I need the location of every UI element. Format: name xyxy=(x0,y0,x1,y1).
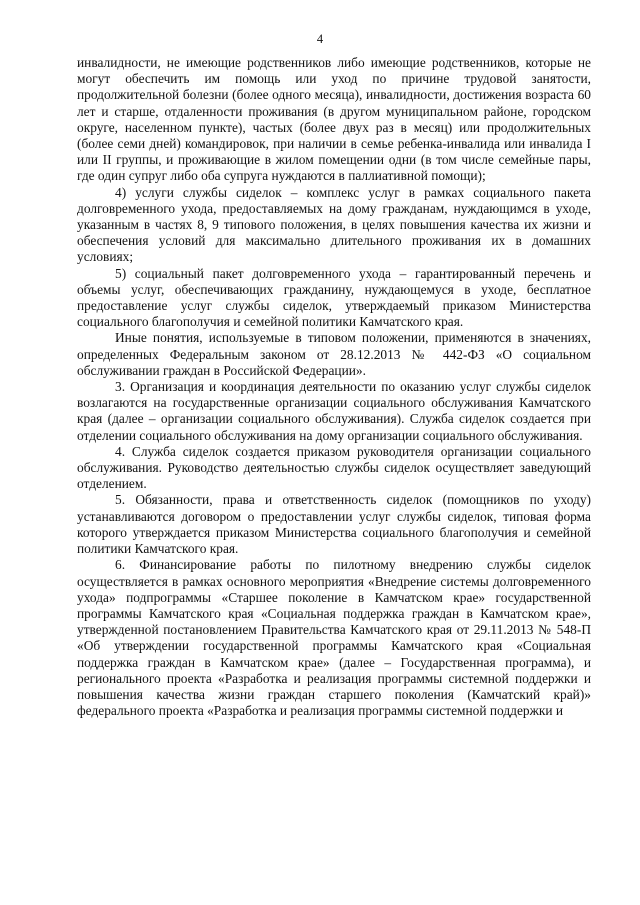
paragraph-item-5: 5) социальный пакет долговременного ухода – гарантированный перечень и объемы услуг, обеспечивающих гражданину, нуждающемуся в уходе, бесплатное предоставление услуг службы сиделок, утверждаемый приказом Министерства социального благополучия и семейной политики Камчатского края. xyxy=(77,265,591,330)
paragraph-section-4: 4. Служба сиделок создается приказом руководителя организации социального обслуживания. Руководство деятельностью службы сиделок осуществляет заведующий отделением. xyxy=(77,443,591,492)
paragraph-item-4: 4) услуги службы сиделок – комплекс услуг в рамках социального пакета долговременного ухода, предоставляемых на дому гражданам, нуждающимся в уходе, указанным в частях 8, 9 типового положения, в целях повышения качества их жизни и обеспечения условий для максимально длительного проживания их в домашних условиях; xyxy=(77,184,591,265)
paragraph-other-terms: Иные понятия, используемые в типовом положении, применяются в значениях, определенных Федеральным законом от 28.12.2013 № 442-ФЗ «О социальном обслуживании граждан в Российской Федерации». xyxy=(77,330,591,378)
paragraph-section-5: 5. Обязанности, права и ответственность сиделок (помощников по уходу) устанавливаются договором о предоставлении услуг службы сиделок, типовая форма которого утверждается приказом Министерства социального благополучия и семейной политики Камчатского края. xyxy=(77,492,591,557)
document-body xyxy=(77,55,591,719)
paragraph-section-6: 6. Финансирование работы по пилотному внедрению службы сиделок осуществляется в рамках основного мероприятия «Внедрение системы долговременного ухода» подпрограммы «Старшее поколение в Камчатском крае» государственной программы Камчатского края «Социальная поддержка граждан в Камчатском крае», утвержденной постановлением Правительства Камчатского края от 29.11.2013 № 548-П «Об утверждении государственной программы Камчатского края «Социальная поддержка граждан в Камчатском крае» (далее – Государственная программа), и регионального проекта «Разработка и реализация программы системной поддержки и повышения качества жизни граждан старшего поколения (Камчатский край)» федерального проекта «Разработка и реализация программы системной поддержки и xyxy=(77,557,591,719)
paragraph-continuation: инвалидности, не имеющие родственников либо имеющие родственников, которые не могут обеспечить им помощь или уход по причине трудовой занятости, продолжительной болезни (более одного месяца), инвалидности, достижения возраста 60 лет и старше, отдаленности проживания (в другом муниципальном районе, городском округе, населенном пункте), частых (более двух раз в месяц) или продолжительных (более семи дней) командировок, при наличии в семье ребенка-инвалида или инвалида I или II группы, и проживающие в жилом помещении одни (в том числе семейные пары, где один супруг либо оба супруга нуждаются в паллиативной помощи); xyxy=(77,55,591,184)
page-number: 4 xyxy=(316,32,324,46)
paragraph-section-3: 3. Организация и координация деятельности по оказанию услуг службы сиделок возлагаются на государственные организации социального обслуживания Камчатского края (далее – организации социального обслуживания). Служба сиделок создается при отделении социального обслуживания на дому организации социального обслуживания. xyxy=(77,379,591,443)
